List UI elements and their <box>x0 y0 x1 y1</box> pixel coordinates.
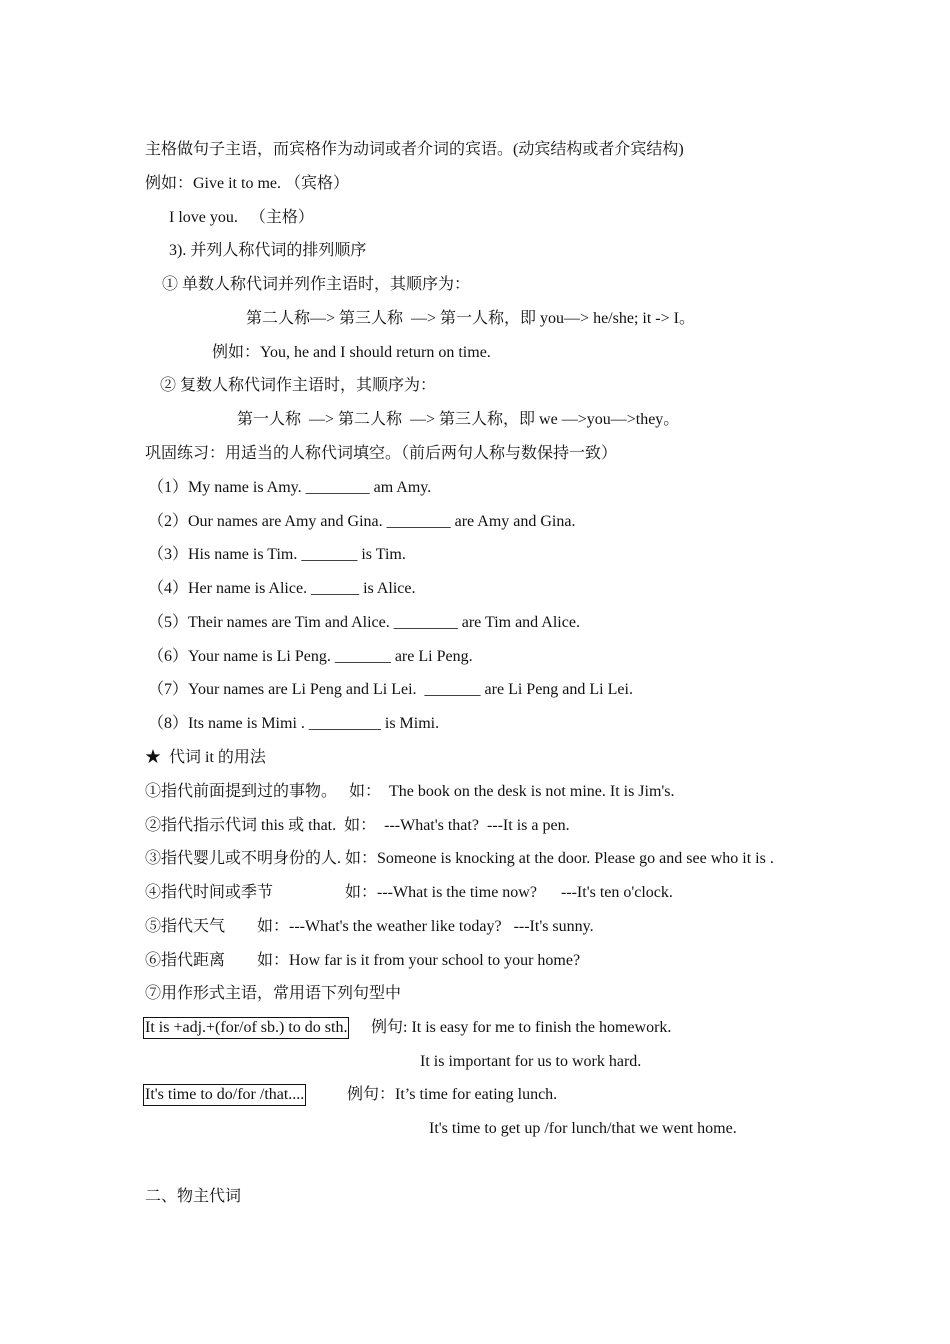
line-9: 第一人称 —> 第二人称 —> 第三人称，即 we —>you—>they。 <box>237 411 680 428</box>
line-8: ② 复数人称代词作主语时，其顺序为： <box>160 377 437 394</box>
it-usage-2: ②指代指示代词 this 或 that. 如： ---What's that? ---It is a pen. <box>145 817 570 834</box>
line-6: 第二人称—> 第三人称 —> 第一人称，即 you—> he/she; it -> I。 <box>246 310 695 327</box>
exercise-6: （6）Your name is Li Peng. _______ are Li Peng. <box>148 648 473 665</box>
it-usage-7: ⑦用作形式主语，常用语下列句型中 <box>145 985 402 1002</box>
exercise-5: （5）Their names are Tim and Alice. ________ are Tim and Alice. <box>148 614 580 631</box>
it-usage-6: ⑥指代距离 如：How far is it from your school to your home? <box>145 952 581 969</box>
it-usage-5: ⑤指代天气 如：---What's the weather like today? ---It's sunny. <box>145 918 594 935</box>
exercise-4: （4）Her name is Alice. ______ is Alice. <box>148 580 416 597</box>
exercise-8: （8）Its name is Mimi . _________ is Mimi. <box>148 715 440 732</box>
exercise-1: （1）My name is Amy. ________ am Amy. <box>148 479 432 496</box>
pattern-1-box: It is +adj.+(for/of sb.) to do sth. <box>143 1017 349 1039</box>
line-7: 例如：You, he and I should return on time. <box>212 344 491 361</box>
line-3: I love you. （主格） <box>169 209 314 226</box>
pattern-1-example-2: It is important for us to work hard. <box>420 1053 642 1070</box>
pattern-2-example-2: It's time to get up /for lunch/that we went home. <box>429 1120 737 1137</box>
exercise-3: （3）His name is Tim. _______ is Tim. <box>148 546 406 563</box>
it-usage-3: ③指代婴儿或不明身份的人. 如：Someone is knocking at the door. Please go and see who it is . <box>145 850 774 867</box>
pattern-1-example: 例句: It is easy for me to finish the homework. <box>371 1019 672 1036</box>
exercise-2: （2）Our names are Amy and Gina. ________ are Amy and Gina. <box>148 513 576 530</box>
exercise-heading: 巩固练习：用适当的人称代词填空。（前后两句人称与数保持一致） <box>145 445 618 462</box>
it-usage-heading: ★ 代词 it 的用法 <box>145 749 266 766</box>
line-1: 主格做句子主语，而宾格作为动词或者介词的宾语。(动宾结构或者介宾结构) <box>145 141 684 158</box>
line-4: 3). 并列人称代词的排列顺序 <box>169 242 367 259</box>
exercise-7: （7）Your names are Li Peng and Li Lei. _______ are Li Peng and Li Lei. <box>148 681 633 698</box>
pattern-2-example: 例句：It’s time for eating lunch. <box>347 1086 558 1103</box>
pattern-2-box: It's time to do/for /that.... <box>143 1084 306 1106</box>
it-usage-4: ④指代时间或季节 如：---What is the time now? ---It's ten o'clock. <box>145 884 673 901</box>
section-2-heading: 二、物主代词 <box>145 1188 242 1205</box>
it-usage-1: ①指代前面提到过的事物。 如： The book on the desk is not mine. It is Jim's. <box>145 783 675 800</box>
line-2: 例如：Give it to me. （宾格） <box>145 175 349 192</box>
line-5: ① 单数人称代词并列作主语时，其顺序为： <box>162 276 471 293</box>
